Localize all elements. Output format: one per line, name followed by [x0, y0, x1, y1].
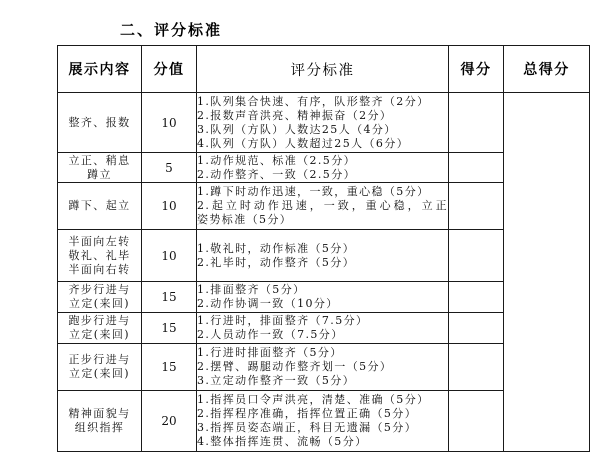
- points-cell: 15: [142, 344, 197, 391]
- header-row: [58, 46, 590, 93]
- display-item-text: 整齐、报数: [68, 115, 131, 129]
- earned-score-cell: [449, 230, 504, 282]
- criteria-cell: [197, 93, 449, 153]
- earned-score-cell: [449, 313, 504, 344]
- display-item-text: 敬礼、礼毕: [68, 248, 131, 262]
- display-item-text: 半面向左转: [68, 234, 131, 248]
- criterion-line: 1.指挥员口令声洪亮，清楚、准确（5分）: [197, 393, 430, 406]
- criterion-line: 1.蹲下时动作迅速，一致，重心稳（5分）: [197, 185, 430, 198]
- display-item-text: 立定(来回): [69, 367, 130, 380]
- display-item-text: 齐步行进与: [68, 283, 131, 296]
- display-item-text: 正步行进与: [68, 353, 131, 366]
- criteria-cell: [197, 183, 449, 230]
- criterion-line: 2.人员动作一致（7.5分）: [197, 328, 344, 341]
- criterion-line: 1.行进时，排面整齐（7.5分）: [197, 314, 369, 327]
- criterion-line: 4.整体指挥连贯、流畅（5分）: [197, 435, 368, 448]
- points-cell: 5: [142, 153, 197, 183]
- criterion-line: 2.礼毕时，动作整齐（5分）: [197, 255, 356, 269]
- points-cell: 15: [142, 313, 197, 344]
- earned-score-cell: [449, 183, 504, 230]
- criterion-line: 1.动作规范、标准（2.5分）: [197, 153, 356, 167]
- section-title: 二、评分标准: [120, 21, 223, 39]
- header-criteria: 评分标准: [197, 46, 449, 93]
- criterion-line: 3.指挥员姿态端正，科目无遗漏（5分）: [197, 421, 418, 434]
- criteria-cell: [197, 391, 449, 452]
- criterion-line: 3.立定动作整齐一致（5分）: [197, 374, 356, 387]
- criteria-cell: [197, 230, 449, 282]
- earned-score-cell: [449, 282, 504, 313]
- points-cell: 20: [142, 391, 197, 452]
- display-item-text: 立正、稍息: [68, 153, 131, 167]
- criterion-line: 2.动作整齐、一致（2.5分）: [197, 167, 356, 181]
- display-item-cell: [58, 153, 142, 183]
- points-cell: 15: [142, 282, 197, 313]
- criterion-line: 1.队列集合快速、有序，队形整齐（2分）: [197, 94, 430, 108]
- display-item-cell: [58, 282, 142, 313]
- display-item-cell: [58, 391, 142, 452]
- points-cell: 10: [142, 93, 197, 153]
- display-item-text: 立定(来回): [69, 297, 130, 310]
- display-item-text: 蹲立: [87, 167, 112, 181]
- earned-score-cell: [449, 93, 504, 153]
- display-item-text: 立定(来回): [69, 328, 130, 341]
- header-total: 总得分: [504, 46, 590, 93]
- display-item-text: 跑步行进与: [68, 314, 131, 327]
- earned-score-cell: [449, 391, 504, 452]
- criteria-cell: [197, 282, 449, 313]
- criteria-cell: [197, 153, 449, 183]
- criterion-line: 2.起立时动作迅速，一致，重心稳，立正: [197, 199, 448, 212]
- criterion-line: 2.摆臂、踢腿动作整齐划一（5分）: [197, 360, 393, 373]
- display-item-text: 半面向右转: [68, 262, 131, 276]
- header-points: 分值: [142, 46, 197, 93]
- display-item-cell: [58, 313, 142, 344]
- header-earned: 得分: [449, 46, 504, 93]
- earned-score-cell: [449, 344, 504, 391]
- criterion-line: 1.排面整齐（5分）: [197, 283, 306, 296]
- display-item-cell: [58, 344, 142, 391]
- criterion-line: 3.队列（方队）人数达25人（4分）: [197, 122, 397, 136]
- criteria-cell: [197, 313, 449, 344]
- display-item-cell: [58, 183, 142, 230]
- display-item-cell: [58, 230, 142, 282]
- total-score-cell: [504, 93, 590, 452]
- criterion-line: 2.动作协调一致（10分）: [197, 297, 339, 310]
- display-item-text: 蹲下、起立: [68, 199, 131, 212]
- table-row: [58, 93, 590, 153]
- header-display-item: 展示内容: [58, 46, 142, 93]
- criterion-line: 2.指挥程序准确，指挥位置正确（5分）: [197, 407, 418, 420]
- criterion-line: 4.队列（方队）人数超过25人（6分）: [197, 136, 410, 150]
- criteria-cell: [197, 344, 449, 391]
- display-item-text: 精神面貌与: [68, 407, 131, 420]
- criterion-line: 1.敬礼时，动作标准（5分）: [197, 241, 356, 255]
- criterion-line: 姿势标准（5分）: [197, 213, 293, 226]
- criterion-line: 2.报数声音洪亮、精神振奋（2分）: [197, 108, 393, 122]
- points-cell: 10: [142, 230, 197, 282]
- earned-score-cell: [449, 153, 504, 183]
- points-cell: 10: [142, 183, 197, 230]
- criterion-line: 1.行进时排面整齐（5分）: [197, 346, 343, 359]
- display-item-cell: [58, 93, 142, 153]
- scoring-standard-table: [57, 45, 590, 452]
- display-item-text: 组织指挥: [74, 421, 125, 434]
